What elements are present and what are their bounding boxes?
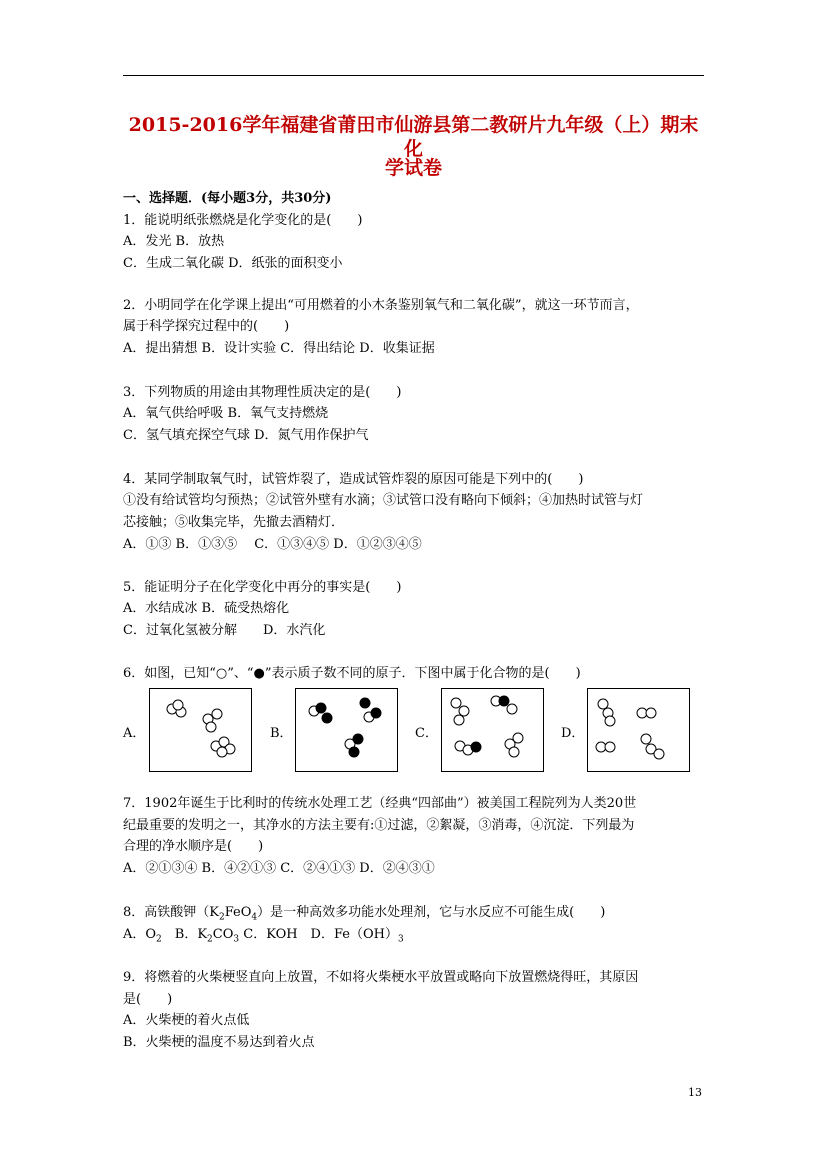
- q4-stem: 4．某同学制取氧气时，试管炸裂了，造成试管炸裂的原因可能是下列中的( ): [123, 472, 584, 487]
- q8-opt-b-mid: CO: [212, 927, 234, 942]
- q8-stem-pre: 8．高铁酸钾（K: [123, 905, 219, 920]
- q6-label-a: A．: [123, 726, 146, 741]
- q9-stem-line2: 是( ): [123, 992, 173, 1007]
- q8-options: [123, 926, 404, 949]
- q4-detail-line2: 芯接触；⑤收集完毕，先撤去酒精灯．: [123, 515, 345, 530]
- page-title-line1: 2015-2016学年福建省莆田市仙游县第二教研片九年级（上）期末化: [128, 114, 699, 160]
- q5-stem: 5．能证明分子在化学变化中再分的事实是( ): [123, 580, 402, 595]
- q9-option-b: B．火柴梗的温度不易达到着火点: [123, 1035, 315, 1050]
- q6-label-c: C．: [415, 726, 438, 741]
- q6-diagram-b: [295, 688, 398, 772]
- q6-label-d: D．: [561, 726, 585, 741]
- q6-diagram-a: [149, 688, 252, 772]
- q8-opt-d-sub: 3: [397, 934, 404, 945]
- q1-stem: 1．能说明纸张燃烧是化学变化的是( ): [123, 213, 363, 228]
- page-title-line2: 学试卷: [384, 157, 442, 179]
- q8-opt-b-sub1: 2: [207, 934, 213, 945]
- q1-options-ab: A．发光 B．放热: [123, 234, 225, 249]
- q6-diagram-c: [441, 688, 544, 772]
- q8-sub2: 4: [251, 912, 258, 923]
- q2-stem-line2: 属于科学探究过程中的( ): [123, 319, 290, 334]
- q8-stem: [123, 904, 605, 927]
- q3-stem: 3．下列物质的用途由其物理性质决定的是( ): [123, 385, 402, 400]
- q4-detail-line1: ①没有给试管均匀预热；②试管外壁有水滴；③试管口没有略向下倾斜；④加热时试管与灯: [123, 493, 644, 508]
- q3-options-cd: C．氢气填充探空气球 D．氮气用作保护气: [123, 428, 369, 443]
- q6-diagram-d: [587, 688, 690, 772]
- q9-option-a: A．火柴梗的着火点低: [123, 1013, 250, 1028]
- q3-options-ab: A．氧气供给呼吸 B．氧气支持燃烧: [123, 406, 329, 421]
- q8-opt-a-sub: 2: [156, 934, 162, 945]
- q6-diagram-c-graphic: [442, 689, 545, 773]
- q7-stem-line3: 合理的净水顺序是( ): [123, 839, 264, 854]
- q7-stem-line2: 纪最重要的发明之一，其净水的方法主要有:①过滤，②絮凝，③消毒，④沉淀．下列最为: [123, 818, 635, 833]
- q7-stem-line1: 7．1902年诞生于比利时的传统水处理工艺（经典“四部曲”）被美国工程院列为人类20世: [123, 796, 637, 811]
- page-number: 13: [688, 1086, 702, 1099]
- q8-sub1: 2: [218, 912, 225, 923]
- q8-stem-mid: FeO: [224, 905, 252, 920]
- q8-opt-cd: C．KOH D．Fe（OH）: [239, 927, 398, 942]
- q6-stem: 6．如图，已知“○”、“●”表示质子数不同的原子．下图中属于化合物的是( ): [123, 666, 581, 681]
- q8-opt-a: A．O: [123, 927, 157, 942]
- q7-options: A．②①③④ B．④②①③ C．②④①③ D．②④③①: [123, 861, 435, 876]
- q6-diagram-b-graphic: [296, 689, 399, 773]
- header-rule: [123, 75, 704, 76]
- q8-stem-post: ）是一种高效多功能水处理剂，它与水反应不可能生成( ): [257, 905, 606, 920]
- q5-options-cd: C．过氧化氢被分解 D．水汽化: [123, 623, 326, 638]
- q6-label-b: B．: [270, 726, 293, 741]
- q8-opt-b-sub2: 3: [233, 934, 240, 945]
- q8-opt-b: B．K: [161, 927, 208, 942]
- q5-options-ab: A．水结成冰 B．硫受热熔化: [123, 601, 290, 616]
- section-heading: 一、选择题．(每小题3分，共30分): [123, 191, 332, 206]
- q4-options: A．①③ B．①③⑤ C．①③④⑤ D．①②③④⑤: [123, 537, 422, 552]
- q6-diagram-d-graphic: [588, 689, 691, 773]
- q2-stem-line1: 2．小明同学在化学课上提出“可用燃着的小木条鉴别氧气和二氧化碳”，就这一环节而言，: [123, 298, 639, 313]
- q2-options: A．提出猜想 B．设计实验 C．得出结论 D．收集证据: [123, 341, 435, 356]
- q1-options-cd: C．生成二氧化碳 D．纸张的面积变小: [123, 256, 343, 271]
- q6-diagram-a-graphic: [150, 689, 253, 773]
- q9-stem-line1: 9．将燃着的火柴梗竖直向上放置，不如将火柴梗水平放置或略向下放置燃烧得旺，其原因: [123, 970, 639, 985]
